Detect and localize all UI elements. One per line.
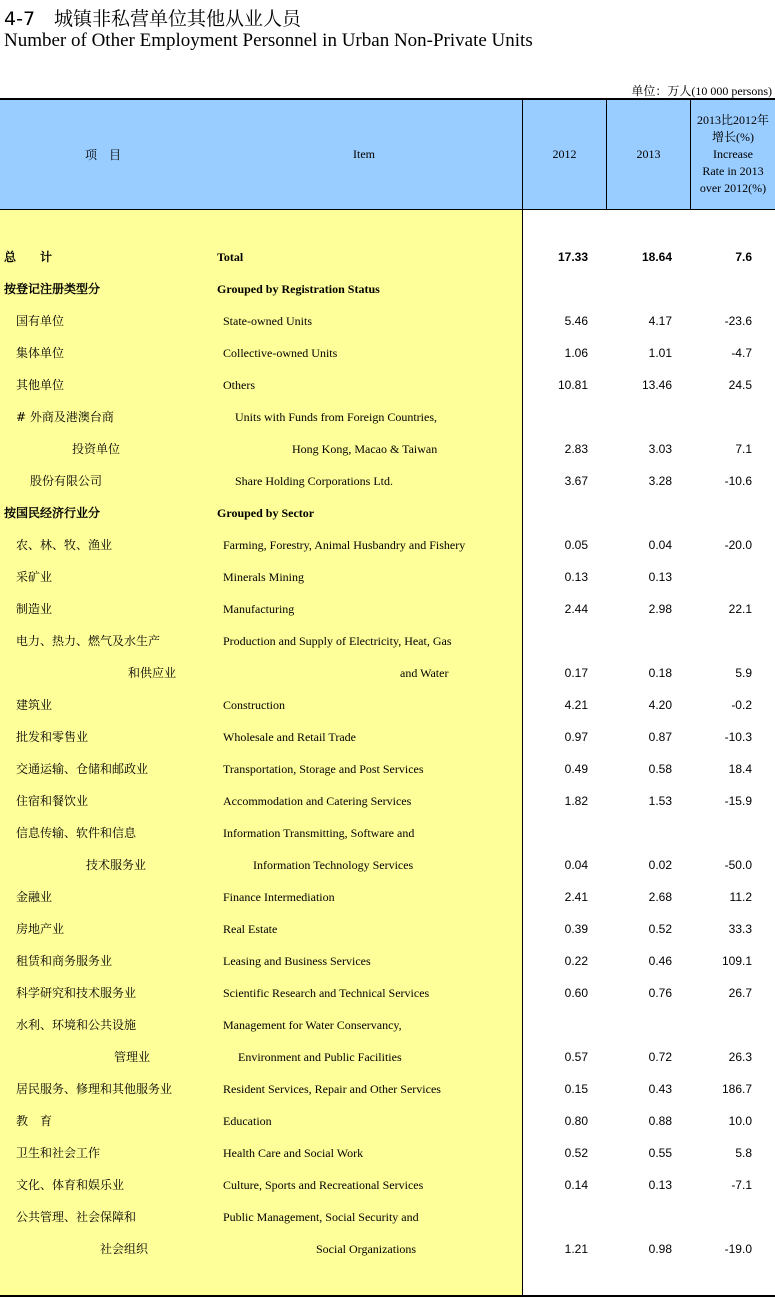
row-label-chinese: 电力、热力、燃气及水生产	[16, 634, 161, 648]
row-label-chinese: 信息传输、软件和信息	[16, 826, 137, 840]
row-label-chinese: 投资单位	[72, 442, 121, 456]
row-label-chinese: 制造业	[16, 602, 53, 616]
row-label-chinese: 管理业	[114, 1050, 151, 1064]
table-row	[0, 465, 775, 497]
value-2013: 0.87	[648, 730, 672, 744]
table-row	[0, 433, 775, 465]
row-label-chinese: 居民服务、修理和其他服务业	[16, 1082, 173, 1096]
value-2013: 13.46	[641, 378, 672, 392]
table-row	[0, 785, 775, 817]
row-label-english: Production and Supply of Electricity, Heat, Gas	[223, 634, 452, 648]
value-2012: 3.67	[564, 474, 588, 488]
increase-rate: -7.1	[731, 1178, 752, 1192]
row-label-english: Total	[217, 250, 244, 264]
value-2012: 1.82	[564, 794, 588, 808]
table-row	[0, 1105, 775, 1137]
table-row	[0, 881, 775, 913]
row-label-chinese: 采矿业	[16, 570, 53, 584]
value-2012: 0.39	[564, 922, 588, 936]
page-title-chinese: 4-7 城镇非私营单位其他从业人员	[4, 8, 302, 30]
table-row	[0, 1201, 775, 1233]
table-row	[0, 753, 775, 785]
row-label-english: Hong Kong, Macao & Taiwan	[292, 442, 438, 456]
row-label-chinese: 金融业	[16, 890, 53, 904]
row-label-english: Resident Services, Repair and Other Services	[223, 1082, 441, 1096]
value-2012: 4.21	[564, 698, 588, 712]
row-label-english: Grouped by Registration Status	[217, 282, 380, 296]
row-label-chinese: 集体单位	[16, 346, 65, 360]
row-label-english: Public Management, Social Security and	[223, 1210, 419, 1224]
increase-rate: 18.4	[728, 762, 752, 776]
value-2013: 0.76	[648, 986, 672, 1000]
value-2012: 0.13	[564, 570, 588, 584]
value-2012: 2.41	[564, 890, 588, 904]
value-2012: 0.80	[564, 1114, 588, 1128]
row-label-english: State-owned Units	[223, 314, 312, 328]
increase-rate: 186.7	[721, 1082, 752, 1096]
row-label-english: Scientific Research and Technical Services	[223, 986, 430, 1000]
row-label-english: Health Care and Social Work	[223, 1146, 364, 1160]
row-label-english: Environment and Public Facilities	[238, 1050, 402, 1064]
row-label-chinese: 按登记注册类型分	[4, 282, 101, 296]
increase-rate: 5.8	[735, 1146, 752, 1160]
increase-rate: 11.2	[729, 890, 752, 904]
row-label-english: Real Estate	[223, 922, 278, 936]
value-2012: 0.57	[564, 1050, 588, 1064]
row-label-english: Information Technology Services	[253, 858, 414, 872]
row-label-english: Management for Water Conservancy,	[223, 1018, 402, 1032]
header-year-2012: 2012	[552, 147, 577, 161]
unit-label	[631, 82, 772, 99]
value-2013: 0.13	[648, 1178, 672, 1192]
table-row	[0, 1233, 775, 1265]
increase-rate: -19.0	[724, 1242, 752, 1256]
value-2013: 0.02	[648, 858, 672, 872]
table-row	[0, 1169, 775, 1201]
increase-rate: -0.2	[731, 698, 752, 712]
row-label-english: Wholesale and Retail Trade	[223, 730, 356, 744]
row-label-chinese: 公共管理、社会保障和	[16, 1210, 137, 1224]
table-row	[0, 913, 775, 945]
row-label-english: Construction	[223, 698, 285, 712]
value-2012: 0.52	[564, 1146, 588, 1160]
unit-label-english: (10 000 persons)	[691, 84, 772, 98]
increase-rate: -23.6	[724, 314, 752, 328]
value-2013: 0.88	[648, 1114, 672, 1128]
value-2012: 1.06	[564, 346, 588, 360]
row-label-chinese: # 外商及港澳台商	[16, 410, 114, 424]
unit-label-chinese: 单位：万人	[631, 84, 692, 98]
table-row	[0, 369, 775, 401]
row-label-english: Leasing and Business Services	[223, 954, 371, 968]
value-2013: 2.98	[648, 602, 672, 616]
table-row	[0, 1041, 775, 1073]
row-label-chinese: 教 育	[16, 1114, 53, 1128]
row-label-english: Education	[223, 1114, 272, 1128]
row-label-chinese: 交通运输、仓储和邮政业	[16, 762, 149, 776]
row-label-english: Manufacturing	[223, 602, 295, 616]
row-label-english: Share Holding Corporations Ltd.	[235, 474, 393, 488]
value-2012: 5.46	[564, 314, 588, 328]
value-2012: 0.04	[564, 858, 588, 872]
increase-rate: 7.6	[735, 250, 752, 264]
increase-rate: 5.9	[735, 666, 752, 680]
increase-rate: -10.3	[724, 730, 752, 744]
row-label-english: Farming, Forestry, Animal Husbandry and Fishery	[223, 538, 466, 552]
value-2012: 0.49	[564, 762, 588, 776]
table-row	[0, 721, 775, 753]
table-row	[0, 497, 775, 529]
value-2012: 0.22	[564, 954, 588, 968]
table-row	[0, 593, 775, 625]
value-2013: 0.46	[648, 954, 672, 968]
row-label-chinese: 水利、环境和公共设施	[16, 1018, 137, 1032]
value-2013: 0.04	[648, 538, 672, 552]
table-row	[0, 1073, 775, 1105]
value-2013: 3.03	[648, 442, 672, 456]
header-item-chinese: 项 目	[84, 148, 121, 162]
row-label-english: Social Organizations	[316, 1242, 417, 1256]
table-row	[0, 977, 775, 1009]
header-increase-line: Rate in 2013	[702, 164, 764, 178]
row-label-chinese: 住宿和餐饮业	[16, 794, 89, 808]
table-row	[0, 337, 775, 369]
row-label-english: Collective-owned Units	[223, 346, 338, 360]
header-increase-line: over 2012(%)	[699, 181, 767, 195]
table-row	[0, 529, 775, 561]
row-label-english: Finance Intermediation	[223, 890, 335, 904]
value-2013: 4.20	[648, 698, 672, 712]
header-increase-line: Increase	[713, 147, 753, 161]
increase-rate: -4.7	[731, 346, 752, 360]
increase-rate: 24.5	[728, 378, 752, 392]
value-2012: 0.60	[564, 986, 588, 1000]
row-label-chinese: 科学研究和技术服务业	[16, 986, 137, 1000]
table-row	[0, 561, 775, 593]
row-label-chinese: 总 计	[4, 250, 53, 264]
table-row	[0, 945, 775, 977]
table-row	[0, 849, 775, 881]
row-label-chinese: 其他单位	[16, 378, 65, 392]
value-2012: 0.97	[564, 730, 588, 744]
header-increase-line: 增长(%)	[711, 130, 754, 144]
row-label-chinese: 国有单位	[16, 314, 65, 328]
row-label-chinese: 卫生和社会工作	[16, 1146, 101, 1160]
table-row	[0, 401, 775, 433]
increase-rate: 10.0	[728, 1114, 752, 1128]
row-label-english: Others	[223, 378, 255, 392]
row-label-english: Units with Funds from Foreign Countries,	[235, 410, 438, 424]
table-header	[0, 100, 775, 210]
row-label-chinese: 建筑业	[16, 698, 53, 712]
header-year-2013: 2013	[636, 147, 661, 161]
row-label-english: Grouped by Sector	[217, 506, 315, 520]
value-2013: 0.58	[648, 762, 672, 776]
value-2013: 0.13	[648, 570, 672, 584]
row-label-chinese: 租赁和商务服务业	[16, 954, 113, 968]
increase-rate: -15.9	[724, 794, 752, 808]
value-2013: 2.68	[648, 890, 672, 904]
header-increase-line: 2013比2012年	[696, 113, 769, 127]
row-label-chinese: 技术服务业	[86, 858, 147, 872]
table-row	[0, 305, 775, 337]
header-item-english: Item	[353, 147, 375, 161]
row-label-english: and Water	[400, 666, 449, 680]
value-2012: 0.14	[564, 1178, 588, 1192]
value-2013: 0.18	[648, 666, 672, 680]
row-label-chinese: 社会组织	[100, 1242, 149, 1256]
page-title-english: Number of Other Employment Personnel in Urban Non-Private Units	[4, 30, 533, 51]
value-2013: 4.17	[648, 314, 672, 328]
value-2012: 2.83	[564, 442, 588, 456]
increase-rate: -20.0	[724, 538, 752, 552]
table-bottom-rule	[0, 1295, 775, 1297]
row-label-english: Information Transmitting, Software and	[223, 826, 415, 840]
row-label-chinese: 批发和零售业	[16, 730, 89, 744]
value-2013: 0.52	[648, 922, 672, 936]
value-2013: 1.01	[648, 346, 672, 360]
value-2013: 0.55	[648, 1146, 672, 1160]
increase-rate: -50.0	[724, 858, 752, 872]
value-2013: 3.28	[648, 474, 672, 488]
increase-rate: 109.1	[721, 954, 752, 968]
value-2012: 17.33	[557, 250, 588, 264]
increase-rate: 22.1	[728, 602, 752, 616]
row-label-chinese: 农、林、牧、渔业	[16, 538, 113, 552]
row-label-english: Accommodation and Catering Services	[223, 794, 412, 808]
table-row	[0, 817, 775, 849]
row-label-chinese: 文化、体育和娱乐业	[16, 1178, 125, 1192]
row-label-chinese: 股份有限公司	[30, 474, 103, 488]
increase-rate: 26.3	[728, 1050, 752, 1064]
value-2013: 18.64	[641, 250, 672, 264]
row-label-english: Transportation, Storage and Post Services	[223, 762, 424, 776]
increase-rate: -10.6	[724, 474, 752, 488]
value-2012: 0.15	[564, 1082, 588, 1096]
increase-rate: 33.3	[728, 922, 752, 936]
value-2012: 0.05	[564, 538, 588, 552]
row-label-english: Minerals Mining	[223, 570, 304, 584]
row-label-english: Culture, Sports and Recreational Services	[223, 1178, 424, 1192]
table-row	[0, 625, 775, 657]
value-2013: 0.43	[648, 1082, 672, 1096]
row-label-chinese: 房地产业	[16, 922, 65, 936]
row-label-chinese: 和供应业	[128, 666, 177, 680]
value-2013: 1.53	[648, 794, 672, 808]
header-increase-rate	[691, 100, 775, 209]
value-2012: 2.44	[564, 602, 588, 616]
value-2013: 0.98	[648, 1242, 672, 1256]
value-2012: 1.21	[564, 1242, 588, 1256]
row-label-chinese: 按国民经济行业分	[4, 506, 101, 520]
table-row	[0, 1009, 775, 1041]
increase-rate: 7.1	[735, 442, 752, 456]
table-row	[0, 241, 775, 273]
table-row	[0, 657, 775, 689]
value-2012: 10.81	[557, 378, 588, 392]
table-row	[0, 1137, 775, 1169]
value-2012: 0.17	[564, 666, 588, 680]
table-row	[0, 689, 775, 721]
value-2013: 0.72	[648, 1050, 672, 1064]
table-row	[0, 273, 775, 305]
increase-rate: 26.7	[728, 986, 752, 1000]
